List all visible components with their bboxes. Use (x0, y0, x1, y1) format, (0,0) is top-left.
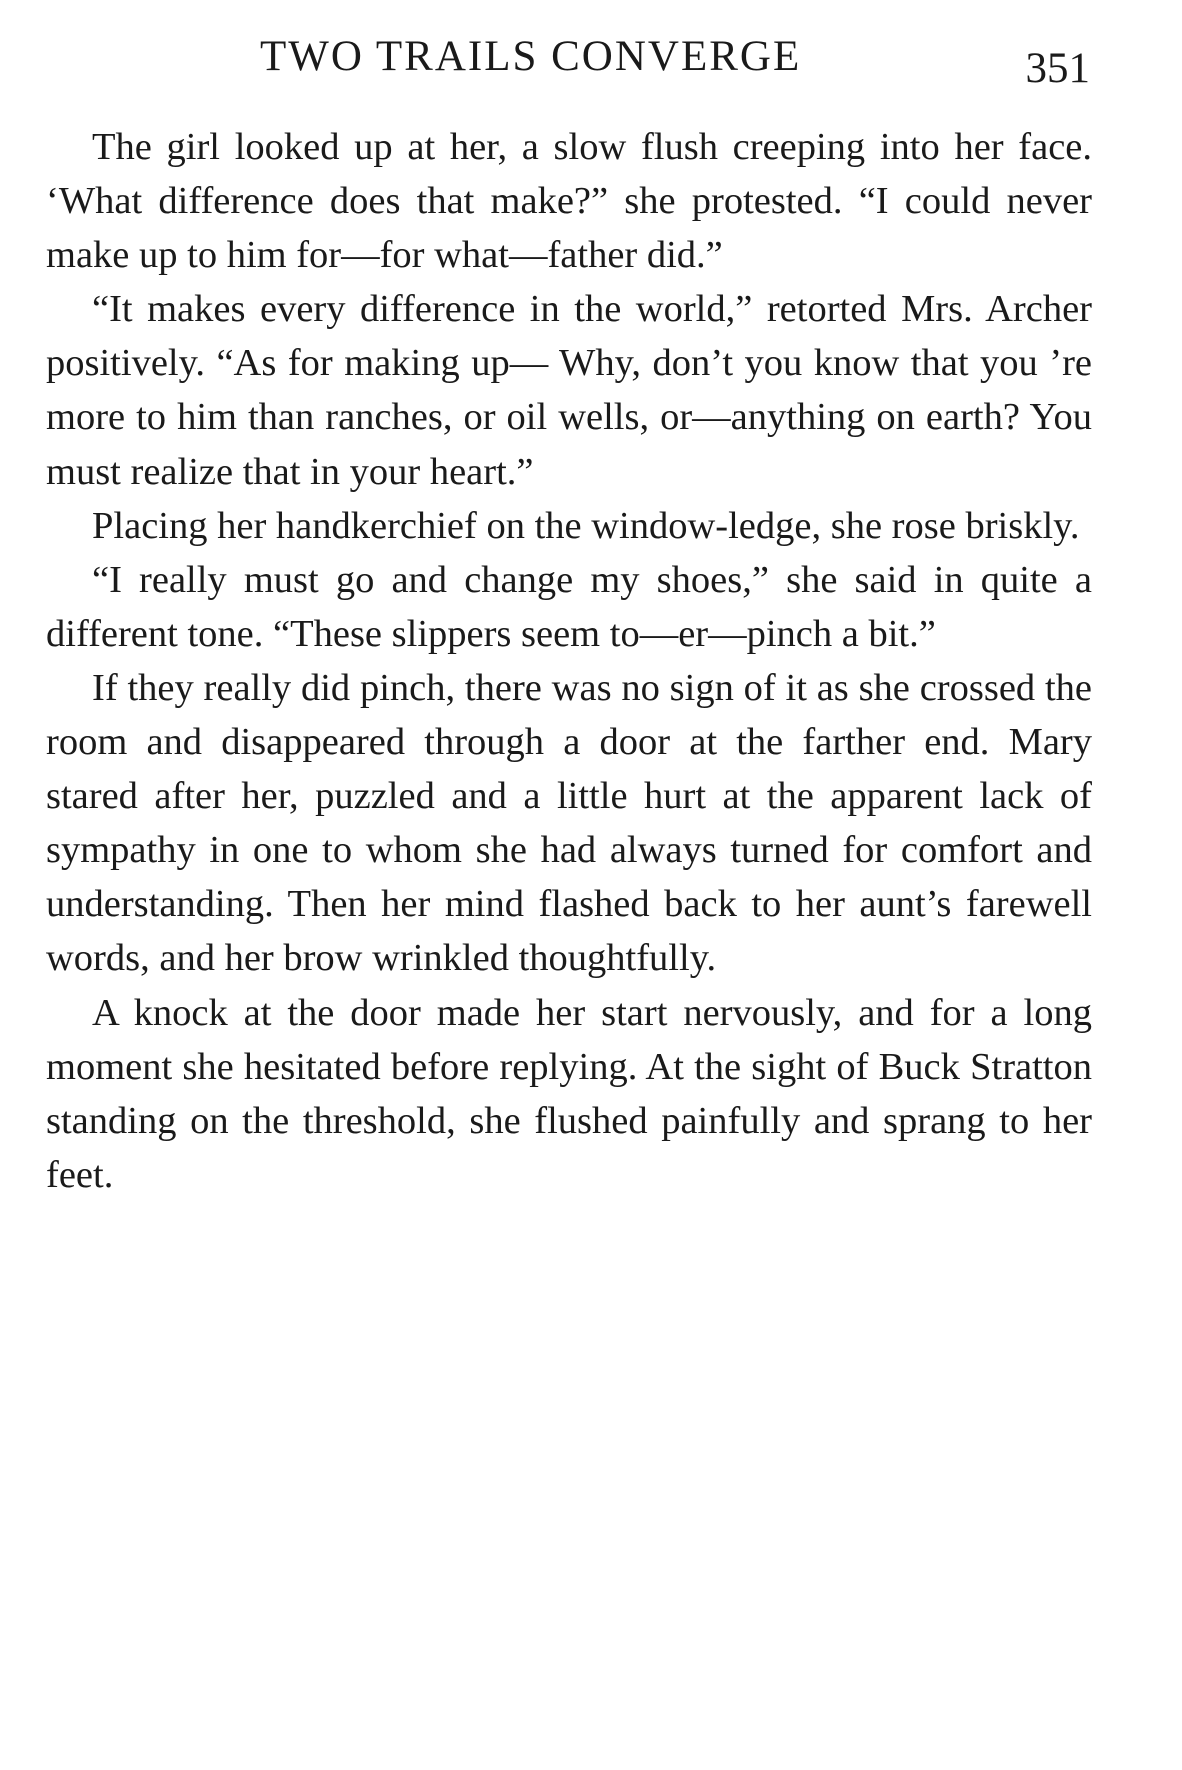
paragraph: The girl looked up at her, a slow flush creeping into her face. ‘What difference does that make?” she protested. “I could never make up to him for—for what—father did.” (46, 126, 1092, 277)
paragraph: Placing her handkerchief on the window-ledge, she rose briskly. (92, 504, 1080, 547)
running-head (45, 30, 1090, 90)
running-title: TWO TRAILS CONVERGE (260, 33, 802, 80)
paragraph: A knock at the door made her start nervously, and for a long moment she hesitated before replying. At the sight of Buck Stratton standing on the threshold, she flushed painfully and sprang to her feet. (46, 991, 1092, 1196)
paragraph: “I really must go and change my shoes,” she said in quite a different tone. “These slippers seem to—er—pinch a bit.” (46, 558, 1092, 655)
body-text (46, 120, 1092, 1202)
paragraph: “It makes every difference in the world,” retorted Mrs. Archer positively. “As for making up— Why, don’t you know that you ’re more to him than ranches, or oil wells, or—anything on earth? You must realize that in your heart.” (46, 288, 1092, 493)
page-number: 351 (1025, 45, 1090, 92)
paragraph: If they really did pinch, there was no sign of it as she crossed the room and disappeared through a door at the farther end. Mary stared after her, puzzled and a little hurt at the apparent lack of sympathy in one to whom she had always turned for comfort and understanding. Then her mind flashed back to her aunt’s farewell words, and her brow wrinkled thoughtfully. (46, 666, 1092, 980)
